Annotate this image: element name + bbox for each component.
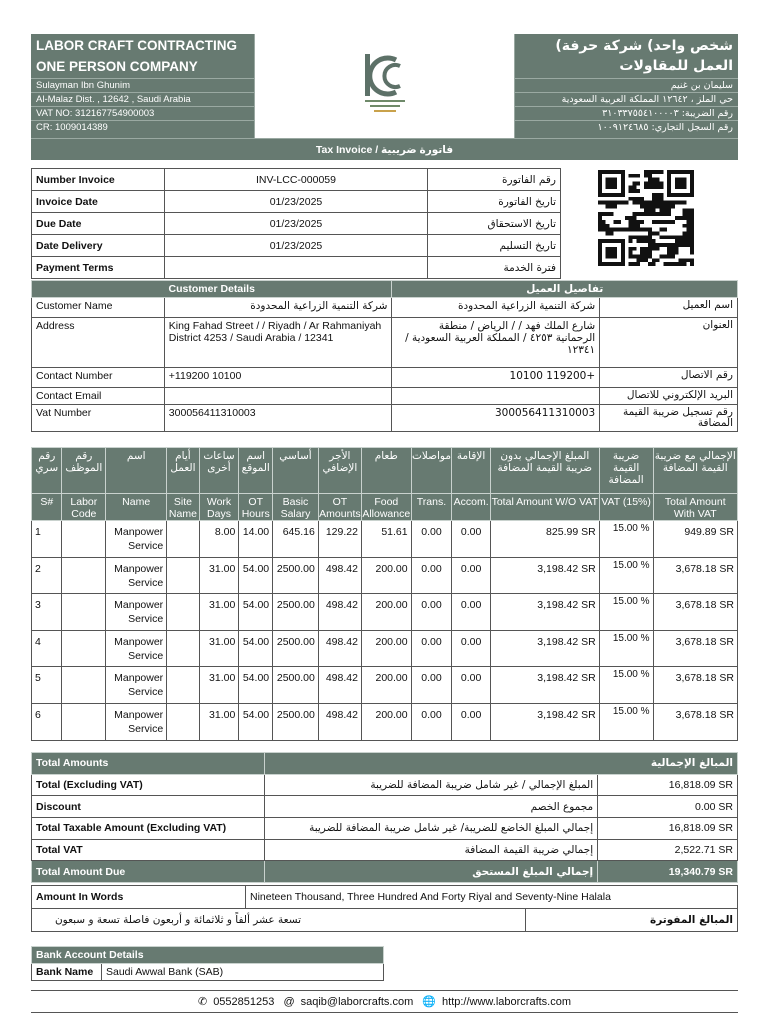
table-cell: 2500.00 xyxy=(273,594,319,631)
table-cell: 0.00 xyxy=(411,594,452,631)
table-cell: 949.89 SR xyxy=(653,521,737,558)
table-row xyxy=(32,703,738,740)
table-cell: 0.00 xyxy=(452,703,491,740)
table-cell: 3 xyxy=(32,594,62,631)
table-cell: 200.00 xyxy=(361,667,411,704)
column-header-ar: أساسي xyxy=(273,448,319,494)
table-cell xyxy=(62,630,106,667)
table-cell: 31.00 xyxy=(199,667,239,704)
footer-website[interactable]: http://www.laborcrafts.com xyxy=(442,996,572,1008)
table-cell: 3,198.42 SR xyxy=(490,557,599,594)
invoice-info-label-ar: تاريخ الفاتورة xyxy=(428,191,561,213)
table-cell: Manpower Service xyxy=(106,557,167,594)
bank-details-table xyxy=(31,946,384,981)
table-cell: 15.00 % xyxy=(599,667,653,704)
customer-details-title-ar: تفاصيل العميل xyxy=(392,281,738,298)
invoice-info-row xyxy=(32,235,561,257)
customer-label-ar: العنوان xyxy=(600,318,738,368)
invoice-info-label: Due Date xyxy=(32,213,165,235)
table-row xyxy=(32,557,738,594)
column-header: Total Amount W/O VAT xyxy=(490,494,599,521)
column-header-ar: الإجمالي مع ضريبة القيمة المضافة xyxy=(653,448,737,494)
invoice-info-label-ar: فترة الخدمة xyxy=(428,257,561,279)
invoice-info-label: Date Delivery xyxy=(32,235,165,257)
table-cell: 5 xyxy=(32,667,62,704)
customer-row xyxy=(32,405,738,432)
table-cell xyxy=(167,594,200,631)
table-cell xyxy=(167,521,200,558)
footer-phone[interactable]: 0552851253 xyxy=(213,996,275,1008)
column-header: Basic Salary xyxy=(273,494,319,521)
table-cell: 1 xyxy=(32,521,62,558)
table-cell: 3,678.18 SR xyxy=(653,667,737,704)
table-cell: 15.00 % xyxy=(599,594,653,631)
table-cell: 3,678.18 SR xyxy=(653,703,737,740)
customer-row xyxy=(32,318,738,368)
column-header-ar: أيام العمل xyxy=(167,448,200,494)
table-cell: 0.00 xyxy=(452,594,491,631)
column-header: OT Amounts xyxy=(318,494,361,521)
totals-row xyxy=(32,839,738,861)
company-line-en: CR: 1009014389 xyxy=(31,120,254,134)
company-line-en: Sulayman Ibn Ghunim xyxy=(31,78,254,92)
totals-label-ar: مجموع الخصم xyxy=(264,796,597,818)
table-cell: 31.00 xyxy=(199,630,239,667)
table-cell: 54.00 xyxy=(239,557,273,594)
table-row xyxy=(32,667,738,704)
customer-details-table xyxy=(31,280,738,432)
company-line-en: VAT NO: 312167754900003 xyxy=(31,106,254,120)
contact-footer xyxy=(31,990,738,1013)
customer-label: Customer Name xyxy=(32,298,165,318)
table-cell: Manpower Service xyxy=(106,630,167,667)
amount-words-label-ar: المبالغ المفوترة xyxy=(526,909,738,932)
total-due-label: Total Amount Due xyxy=(32,861,265,883)
invoice-info-label: Number Invoice xyxy=(32,169,165,191)
table-cell: 0.00 xyxy=(411,521,452,558)
customer-value-en: 300056411310003 xyxy=(164,405,392,432)
table-cell: Manpower Service xyxy=(106,594,167,631)
column-header-ar: رقم سري xyxy=(32,448,62,494)
table-cell: 4 xyxy=(32,630,62,667)
customer-value-en xyxy=(164,388,392,405)
totals-row xyxy=(32,818,738,840)
table-cell: 0.00 xyxy=(411,703,452,740)
table-cell: 200.00 xyxy=(361,630,411,667)
table-cell: 2500.00 xyxy=(273,557,319,594)
company-logo-area xyxy=(255,34,514,138)
table-row xyxy=(32,630,738,667)
totals-label-ar: إجمالي المبلغ الخاضع للضريبة/ غير شامل ضريبة المضافة للضريبة xyxy=(264,818,597,840)
table-cell: 200.00 xyxy=(361,703,411,740)
table-cell: 498.42 xyxy=(318,703,361,740)
totals-label: Discount xyxy=(32,796,265,818)
bank-name-value: Saudi Awwal Bank (SAB) xyxy=(102,964,384,981)
totals-label: Total Taxable Amount (Excluding VAT) xyxy=(32,818,265,840)
company-line-ar: سليمان بن غنيم xyxy=(515,78,738,92)
customer-label-ar: اسم العميل xyxy=(600,298,738,318)
totals-title-ar: المبالغ الإجمالية xyxy=(264,753,737,775)
invoice-info-value: 01/23/2025 xyxy=(164,235,427,257)
totals-label: Total (Excluding VAT) xyxy=(32,774,265,796)
totals-value: 16,818.09 SR xyxy=(598,818,738,840)
column-header-ar: الإقامة xyxy=(452,448,491,494)
table-cell xyxy=(62,703,106,740)
table-cell: 3,678.18 SR xyxy=(653,594,737,631)
column-header: Food Allowance xyxy=(361,494,411,521)
company-line-ar: رقم السجل التجاري: ١٠٠٩١٢٤٦٨٥ xyxy=(515,120,738,134)
table-cell: 31.00 xyxy=(199,703,239,740)
column-header: Work Days xyxy=(199,494,239,521)
table-cell: 200.00 xyxy=(361,557,411,594)
table-cell: 15.00 % xyxy=(599,703,653,740)
amount-words-ar: تسعة عشر ألفاً و ثلاثمائة و أربعون فاصلة تسعة و سبعون xyxy=(32,909,526,932)
table-cell xyxy=(167,630,200,667)
company-header xyxy=(31,34,738,138)
customer-label: Address xyxy=(32,318,165,368)
table-cell: 0.00 xyxy=(452,667,491,704)
table-cell: 51.61 xyxy=(361,521,411,558)
company-line-en: Al-Malaz Dist. , 12642 , Saudi Arabia xyxy=(31,92,254,106)
table-cell: 825.99 SR xyxy=(490,521,599,558)
column-header: Site Name xyxy=(167,494,200,521)
table-cell: 2500.00 xyxy=(273,703,319,740)
customer-value-ar: 300056411310003 xyxy=(392,405,600,432)
column-header: Labor Code xyxy=(62,494,106,521)
table-row xyxy=(32,594,738,631)
table-cell xyxy=(62,594,106,631)
totals-value: 2,522.71 SR xyxy=(598,839,738,861)
company-line-ar: رقم الضريبة: ٣١٠٣٣٧٥٥٤١٠٠٠٠٣ xyxy=(515,106,738,120)
customer-details-title: Customer Details xyxy=(32,281,392,298)
at-icon: @ xyxy=(283,996,295,1008)
table-row xyxy=(32,521,738,558)
qr-code-icon xyxy=(596,170,696,266)
bank-details-title: Bank Account Details xyxy=(32,947,384,964)
invoice-info-row xyxy=(32,257,561,279)
column-header: Accom. xyxy=(452,494,491,521)
table-cell: 2 xyxy=(32,557,62,594)
table-cell: 31.00 xyxy=(199,594,239,631)
table-cell: 0.00 xyxy=(411,557,452,594)
totals-title: Total Amounts xyxy=(32,753,265,775)
table-cell: 498.42 xyxy=(318,594,361,631)
totals-table xyxy=(31,752,738,883)
invoice-info-value: 01/23/2025 xyxy=(164,191,427,213)
table-cell xyxy=(167,557,200,594)
table-cell: 200.00 xyxy=(361,594,411,631)
column-header-ar: المبلغ الإجمالي بدون ضريبة القيمة المضافة xyxy=(490,448,599,494)
table-cell: Manpower Service xyxy=(106,667,167,704)
table-cell: 0.00 xyxy=(411,667,452,704)
table-cell: 54.00 xyxy=(239,703,273,740)
invoice-info-value xyxy=(164,257,427,279)
table-cell: 3,198.42 SR xyxy=(490,703,599,740)
table-cell: 2500.00 xyxy=(273,667,319,704)
customer-label-ar: رقم تسجيل ضريبة القيمة المضافة xyxy=(600,405,738,432)
table-cell: 54.00 xyxy=(239,594,273,631)
table-cell xyxy=(167,703,200,740)
invoice-info-row xyxy=(32,213,561,235)
company-info-en xyxy=(31,34,255,138)
table-cell: 0.00 xyxy=(452,630,491,667)
column-header-ar: ساعات أخرى xyxy=(199,448,239,494)
table-cell: 129.22 xyxy=(318,521,361,558)
column-header-ar: رقم الموظف xyxy=(62,448,106,494)
table-cell: Manpower Service xyxy=(106,703,167,740)
column-header-ar: الأجر الإضافي xyxy=(318,448,361,494)
customer-row xyxy=(32,388,738,405)
company-line-ar: حي الملز ، ١٢٦٤٢ المملكة العربية السعودية xyxy=(515,92,738,106)
customer-label-ar: البريد الإلكتروني للاتصال xyxy=(600,388,738,405)
customer-value-en: King Fahad Street / / Riyadh / Ar Rahmaniyah District 4253 / Saudi Arabia / 12341 xyxy=(164,318,392,368)
customer-value-en: +119200 10100 xyxy=(164,368,392,388)
table-cell: 0.00 xyxy=(411,630,452,667)
table-cell: 15.00 % xyxy=(599,557,653,594)
column-header: Trans. xyxy=(411,494,452,521)
invoice-info-value: 01/23/2025 xyxy=(164,213,427,235)
invoice-info-label-ar: رقم الفاتورة xyxy=(428,169,561,191)
table-cell xyxy=(167,667,200,704)
amount-in-words-table xyxy=(31,885,738,932)
amount-words-en: Nineteen Thousand, Three Hundred And Forty Riyal and Seventy-Nine Halala xyxy=(246,886,738,909)
table-cell: 54.00 xyxy=(239,630,273,667)
column-header: S# xyxy=(32,494,62,521)
table-cell: 498.42 xyxy=(318,667,361,704)
table-cell: 2500.00 xyxy=(273,630,319,667)
customer-row xyxy=(32,368,738,388)
invoice-info-row xyxy=(32,191,561,213)
table-cell: 3,198.42 SR xyxy=(490,594,599,631)
table-cell: Manpower Service xyxy=(106,521,167,558)
customer-value-ar: +119200 10100 xyxy=(392,368,600,388)
table-cell xyxy=(62,521,106,558)
totals-value: 0.00 SR xyxy=(598,796,738,818)
company-logo-icon xyxy=(362,50,408,116)
invoice-info-label-ar: تاريخ الاستحقاق xyxy=(428,213,561,235)
table-cell: 15.00 % xyxy=(599,521,653,558)
customer-value-en: شركة التنمية الزراعية المحدودة xyxy=(164,298,392,318)
table-cell: 54.00 xyxy=(239,667,273,704)
phone-icon: ✆ xyxy=(197,996,208,1008)
customer-label: Vat Number xyxy=(32,405,165,432)
column-header: OT Hours xyxy=(239,494,273,521)
customer-label-ar: رقم الاتصال xyxy=(600,368,738,388)
column-header: VAT (15%) xyxy=(599,494,653,521)
table-cell: 0.00 xyxy=(452,521,491,558)
company-info-ar xyxy=(514,34,738,138)
bank-name-label: Bank Name xyxy=(32,964,102,981)
invoice-info-label: Invoice Date xyxy=(32,191,165,213)
totals-row xyxy=(32,796,738,818)
invoice-info-table xyxy=(31,168,561,279)
customer-value-ar: شركة التنمية الزراعية المحدودة xyxy=(392,298,600,318)
totals-label-ar: المبلغ الإجمالي / غير شامل ضريبة المضافة للضريبة xyxy=(264,774,597,796)
table-cell: 31.00 xyxy=(199,557,239,594)
customer-row xyxy=(32,298,738,318)
totals-value: 16,818.09 SR xyxy=(598,774,738,796)
line-items-table xyxy=(31,447,738,741)
table-cell: 14.00 xyxy=(239,521,273,558)
table-cell xyxy=(62,557,106,594)
column-header-ar: اسم الموقع xyxy=(239,448,273,494)
company-name-ar: شخص واحد) شركة حرفة) العمل للمقاولات xyxy=(555,38,733,74)
column-header-ar: مواصلات xyxy=(411,448,452,494)
total-due-label-ar: إجمالي المبلغ المستحق xyxy=(264,861,597,883)
table-cell: 8.00 xyxy=(199,521,239,558)
tax-invoice-title: Tax Invoice / فاتورة ضريبية xyxy=(31,138,738,160)
table-cell: 498.42 xyxy=(318,630,361,667)
customer-value-ar: شارع الملك فهد / / الرياض / منطقة الرحمانية ٤٢٥٣ / المملكة العربية السعودية / ١٢٣٤١ xyxy=(392,318,600,368)
column-header: Total Amount With VAT xyxy=(653,494,737,521)
table-cell: 3,198.42 SR xyxy=(490,667,599,704)
customer-value-ar xyxy=(392,388,600,405)
company-name-en: LABOR CRAFT CONTRACTING ONE PERSON COMPANY xyxy=(36,38,237,74)
column-header: Name xyxy=(106,494,167,521)
table-cell: 3,678.18 SR xyxy=(653,630,737,667)
table-cell: 15.00 % xyxy=(599,630,653,667)
table-cell: 3,198.42 SR xyxy=(490,630,599,667)
footer-email[interactable]: saqib@laborcrafts.com xyxy=(300,996,414,1008)
globe-icon: 🌐 xyxy=(422,996,437,1008)
totals-label-ar: إجمالي ضريبة القيمة المضافة xyxy=(264,839,597,861)
customer-label: Contact Email xyxy=(32,388,165,405)
table-cell: 6 xyxy=(32,703,62,740)
amount-words-label: Amount In Words xyxy=(32,886,246,909)
invoice-info-label: Payment Terms xyxy=(32,257,165,279)
column-header-ar: طعام xyxy=(361,448,411,494)
table-cell xyxy=(62,667,106,704)
table-cell: 0.00 xyxy=(452,557,491,594)
totals-label: Total VAT xyxy=(32,839,265,861)
invoice-info-value: INV-LCC-000059 xyxy=(164,169,427,191)
table-cell: 498.42 xyxy=(318,557,361,594)
totals-row xyxy=(32,774,738,796)
table-cell: 645.16 xyxy=(273,521,319,558)
total-due-value: 19,340.79 SR xyxy=(598,861,738,883)
invoice-info-label-ar: تاريخ التسليم xyxy=(428,235,561,257)
customer-label: Contact Number xyxy=(32,368,165,388)
table-cell: 3,678.18 SR xyxy=(653,557,737,594)
column-header-ar: ضريبة القيمة المضافة xyxy=(599,448,653,494)
column-header-ar: اسم xyxy=(106,448,167,494)
invoice-info-row xyxy=(32,169,561,191)
